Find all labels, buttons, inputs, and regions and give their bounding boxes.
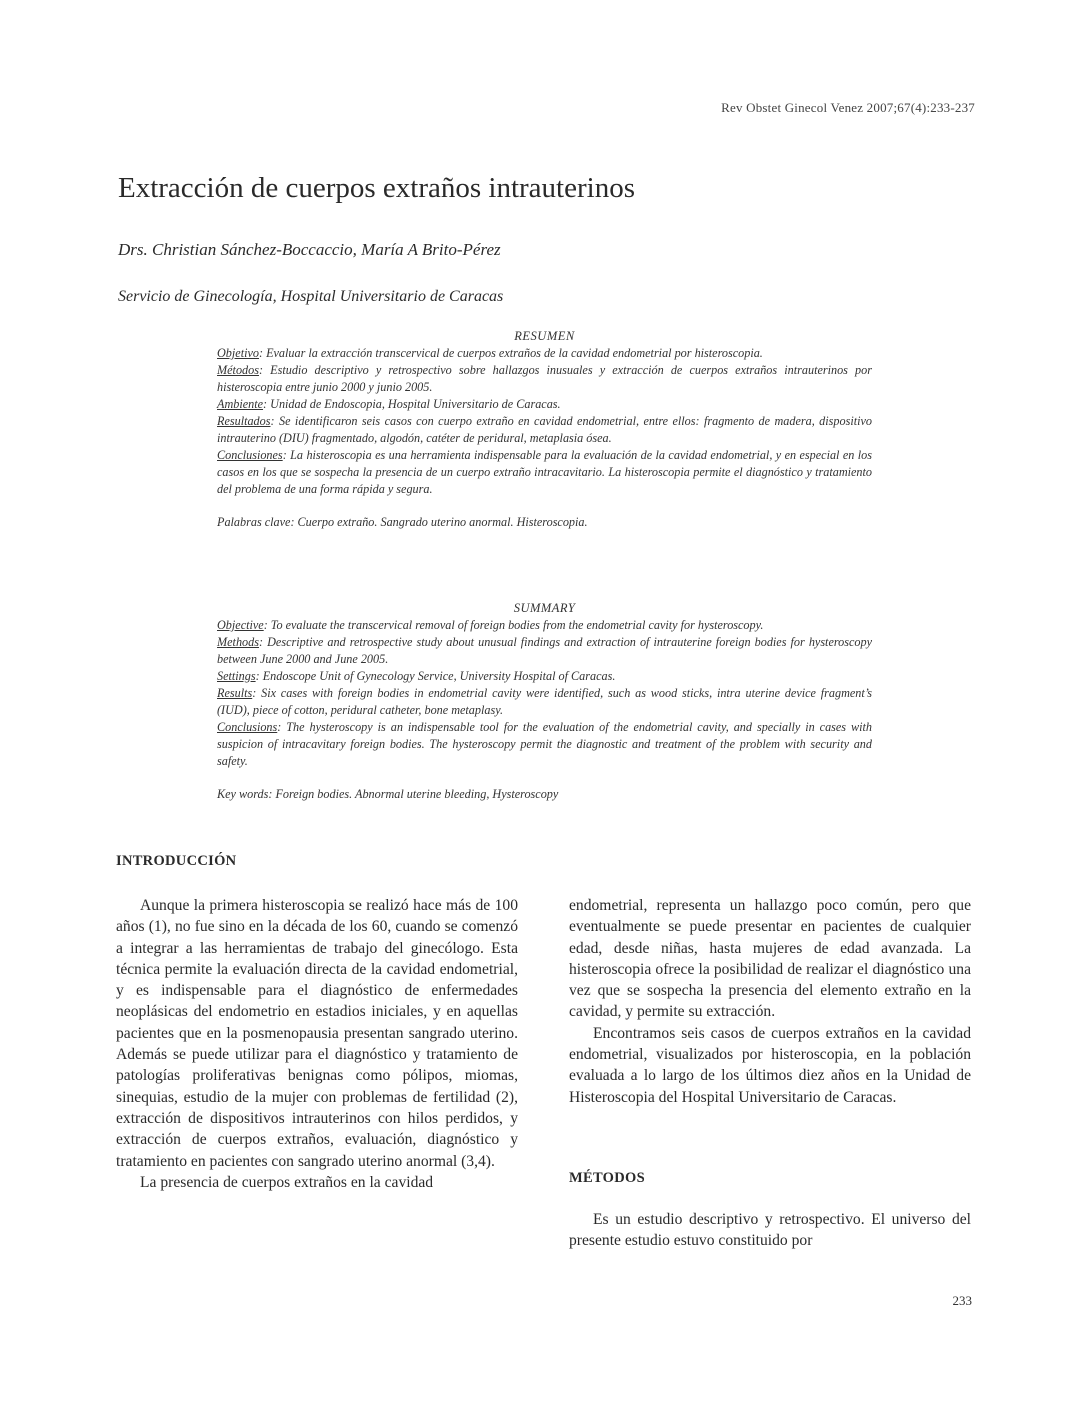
body-column-left xyxy=(116,895,518,1193)
resumen-resultados xyxy=(217,413,872,447)
resumen-ambiente-text: : Unidad de Endoscopia, Hospital Universitario de Caracas. xyxy=(263,397,561,411)
resumen-objetivo xyxy=(217,345,872,362)
summary-results-text: : Six cases with foreign bodies in endometrial cavity were identified, such as wood sticks, intra uterine device fragment’s (IUD), piece of cotton, peridural catheter, bone metaplasy. xyxy=(217,686,872,717)
journal-citation: Rev Obstet Ginecol Venez 2007;67(4):233-237 xyxy=(721,100,975,115)
summary-objective xyxy=(217,617,872,634)
summary-settings-text: : Endoscope Unit of Gynecology Service, University Hospital of Caracas. xyxy=(255,669,616,683)
summary-settings-label: Settings xyxy=(217,669,256,683)
resumen-resultados-label: Resultados xyxy=(217,414,271,428)
summary-heading: SUMMARY xyxy=(513,601,576,615)
intro-paragraph-2-continued: endometrial, representa un hallazgo poco común, pero que eventualmente se puede presentar en pacientes de cualquier edad, desde niñas, hasta mujeres de edad avanzada. La histeroscopia ofrece la posibilidad de realizar el diagnóstico una vez que se sospecha la presencia del elemento extraño en la cavidad, y permite su extracción. xyxy=(569,897,971,1021)
author-affiliation: Servicio de Ginecología, Hospital Universitario de Caracas xyxy=(118,288,504,305)
intro-paragraph-1: Aunque la primera histeroscopia se realizó hace más de 100 años (1), no fue sino en la década de los 60, cuando se comenzó a integrar a las herramientas de trabajo del ginecólogo. Esta técnica permite la evaluación directa de la cavidad endometrial, y es indispensable para el diagnóstico de enfermedades neoplásicas del endometrio en estadios iniciales, y en aquellas pacientes que en la posmenopausia presentan sangrado uterino. Además se puede utilizar para el diagnóstico y tratamiento de patologías proliferativas benignas como pólipos, miomas, sinequias, estudio de la mujer con problemas de fertilidad (2), extracción de dispositivos intrauterinos con hilos perdidos, y extracción de cuerpos extraños, evaluación, diagnóstico y tratamiento en pacientes con sangrado uterino anormal (3,4). xyxy=(116,897,518,1170)
intro-paragraph-2: La presencia de cuerpos extraños en la cavidad xyxy=(140,1173,434,1191)
metodos-heading: MÉTODOS xyxy=(569,1170,645,1186)
resumen-ambiente-label: Ambiente xyxy=(217,397,264,411)
resumen-objetivo-label: Objetivo xyxy=(217,346,259,360)
resumen-conclusiones-label: Conclusiones xyxy=(217,448,283,462)
resumen-resultados-text: : Se identificaron seis casos con cuerpo extraño en cavidad endometrial, entre ellos: fragmento de madera, dispositivo intrauterino (DIU) fragmentado, algodón, catéter de peridural, metaplasia ósea. xyxy=(217,414,872,445)
summary-results xyxy=(217,685,872,719)
summary-methods xyxy=(217,634,872,668)
summary-conclusions xyxy=(217,719,872,770)
summary-methods-text: : Descriptive and retrospective study about unusual findings and extraction of intrauterine foreign bodies for hysteroscopy between June 2000 and June 2005. xyxy=(217,635,872,666)
article-authors: Drs. Christian Sánchez-Boccaccio, María A Brito-Pérez xyxy=(118,240,501,259)
summary-keywords: Key words: Foreign bodies. Abnormal uterine bleeding, Hysteroscopy xyxy=(217,787,559,801)
summary-results-label: Results xyxy=(217,686,253,700)
metodos-paragraph-1: Es un estudio descriptivo y retrospectivo. El universo del presente estudio estuvo constituido por xyxy=(569,1211,971,1250)
page-number: 233 xyxy=(952,1293,972,1308)
summary-objective-label: Objective xyxy=(217,618,264,632)
summary-conclusions-text: : The hysteroscopy is an indispensable tool for the evaluation of the endometrial cavity, and specially in cases with suspicion of intracavitary foreign bodies. The hysteroscopy permit the diagnostic and treatment of the problem with security and safety. xyxy=(217,720,872,768)
introduccion-heading: INTRODUCCIÓN xyxy=(116,853,237,869)
resumen-abstract xyxy=(217,328,872,531)
summary-methods-label: Methods xyxy=(217,635,259,649)
resumen-conclusiones-text: : La histeroscopia es una herramienta indispensable para la evaluación de la cavidad endometrial, y en especial en los casos en los que se sospecha la presencia de un cuerpo extraño intracavitario. La histeroscopia permite el diagnóstico y tratamiento del problema de una forma rápida y segura. xyxy=(217,448,872,496)
resumen-metodos xyxy=(217,362,872,396)
metodos-column xyxy=(569,1209,971,1252)
summary-conclusions-label: Conclusions xyxy=(217,720,278,734)
resumen-conclusiones xyxy=(217,447,872,498)
resumen-heading: RESUMEN xyxy=(514,329,575,343)
resumen-objetivo-text: : Evaluar la extracción transcervical de cuerpos extraños de la cavidad endometrial por histeroscopia. xyxy=(258,346,763,360)
summary-objective-text: : To evaluate the transcervical removal of foreign bodies from the endometrial cavity for hysteroscopy. xyxy=(263,618,764,632)
resumen-keywords: Palabras clave: Cuerpo extraño. Sangrado uterino anormal. Histeroscopia. xyxy=(217,515,588,529)
resumen-metodos-label: Métodos xyxy=(217,363,259,377)
intro-paragraph-3: Encontramos seis casos de cuerpos extraños en la cavidad endometrial, visualizados por histeroscopia, en la población evaluada a lo largo de los últimos diez años en la Unidad de Histeroscopia del Hospital Universitario de Caracas. xyxy=(569,1024,971,1106)
summary-settings xyxy=(217,668,872,685)
body-column-right xyxy=(569,895,971,1108)
resumen-metodos-text: : Estudio descriptivo y retrospectivo sobre hallazgos inusuales y extracción de cuerpos extraños intrauterinos por histeroscopia entre junio 2000 y junio 2005. xyxy=(217,363,872,394)
resumen-ambiente xyxy=(217,396,872,413)
article-title: Extracción de cuerpos extraños intrauterinos xyxy=(118,172,635,204)
summary-abstract xyxy=(217,600,872,803)
